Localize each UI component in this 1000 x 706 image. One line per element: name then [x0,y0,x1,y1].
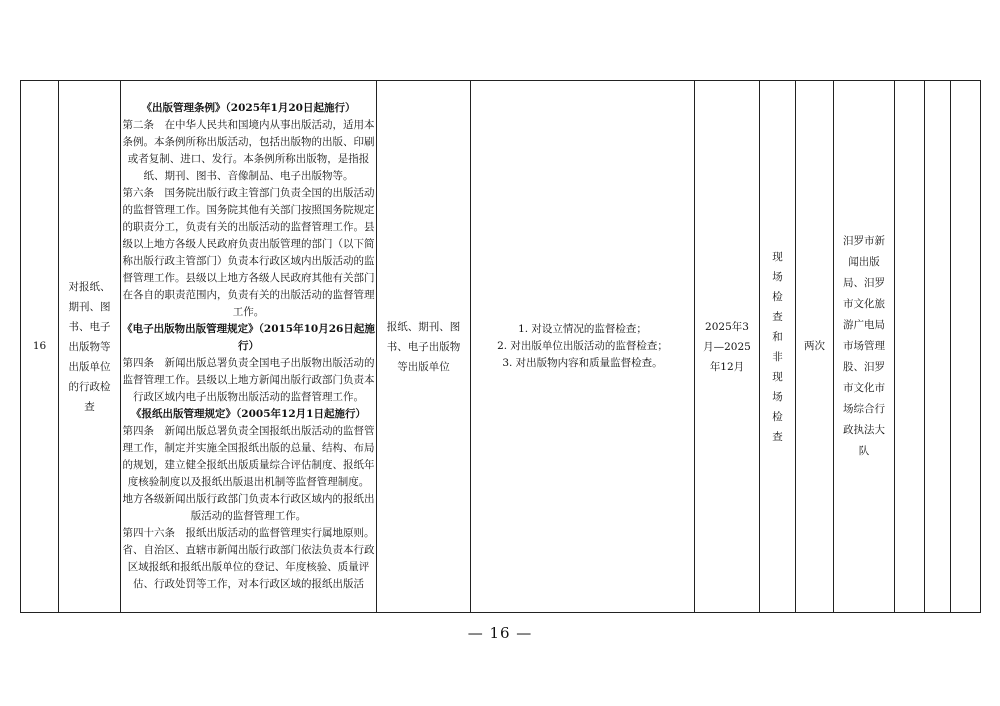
inspection-period: 2025年3月—2025年12月 [703,320,751,373]
regulation-article: 第四条 新闻出版总署负责全国报纸出版活动的监督管理工作，制定并实施全国报纸出版的总量、结构、布局的规划，建立健全报纸出版质量综合评估制度、报纸年度核验制度以及报纸出版退出机制等监督管理制度。 [122,425,375,488]
item-name-cell [59,81,121,613]
check-item: 2. 对出版单位出版活动的监督检查； [497,340,668,352]
agency-cell [834,81,895,613]
frequency-cell: 两次 [796,81,834,613]
check-items-cell [471,81,695,613]
method-cell [760,81,796,613]
inspection-table [20,80,981,613]
regulation-article: 第四十六条 报纸出版活动的监督管理实行属地原则。 [122,527,375,539]
blank-cell-2 [925,81,951,613]
period-cell [695,81,760,613]
legal-basis-cell [121,81,377,613]
blank-cell-3 [951,81,981,613]
legal-basis-list [121,100,376,593]
table-row [21,81,981,613]
responsible-agency: 汨罗市新闻出版局、汨罗市文化旅游广电局市场管理股、汨罗市文化市场综合行政执法大队 [843,235,885,457]
regulation-title: 《报纸出版管理规定》（2005年12月1日起施行） [131,408,366,420]
inspection-method: 现场检查和非现场检查 [772,250,783,443]
regulation-article: 省、自治区、直辖市新闻出版行政部门依法负责本行政区域报纸和报纸出版单位的登记、年度核验、质量评估、行政处罚等工作，对本行政区域的报纸出版活 [122,544,375,590]
inspection-target: 报纸、期刊、图书、电子出版物等出版单位 [386,320,461,373]
row-index: 16 [21,81,59,613]
check-item: 3. 对出版物内容和质量监督检查。 [502,357,663,369]
regulation-article: 第四条 新闻出版总署负责全国电子出版物出版活动的监督管理工作。县级以上地方新闻出版行政部门负责本行政区域内电子出版物出版活动的监督管理工作。 [122,357,375,403]
regulation-article: 第六条 国务院出版行政主管部门负责全国的出版活动的监督管理工作。国务院其他有关部门按照国务院规定的职责分工，负责有关的出版活动的监督管理工作。县级以上地方各级人民政府负责出版管理的部门（以下简称出版行政主管部门）负责本行政区域内出版活动的监督管理工作。县级以上地方各级人民政府其他有关部门在各自的职责范围内，负责有关的出版活动的监督管理工作。 [122,187,375,318]
blank-cell-1 [895,81,925,613]
regulation-article: 地方各级新闻出版行政部门负责本行政区域内的报纸出版活动的监督管理工作。 [122,493,375,522]
regulation-article: 第二条 在中华人民共和国境内从事出版活动，适用本条例。本条例所称出版活动，包括出版物的出版、印刷或者复制、进口、发行。本条例所称出版物，是指报纸、期刊、图书、音像制品、电子出版物等。 [122,119,375,182]
check-item: 1. 对设立情况的监督检查； [518,323,647,335]
regulation-title: 《出版管理条例》（2025年1月20日起施行） [141,102,356,114]
item-name: 对报纸、期刊、图书、电子出版物等出版单位的行政检查 [68,280,111,413]
regulation-title: 《电子出版物出版管理规定》（2015年10月26日起施行） [122,323,375,352]
page-number: — 16 — [467,624,533,642]
target-cell [377,81,471,613]
